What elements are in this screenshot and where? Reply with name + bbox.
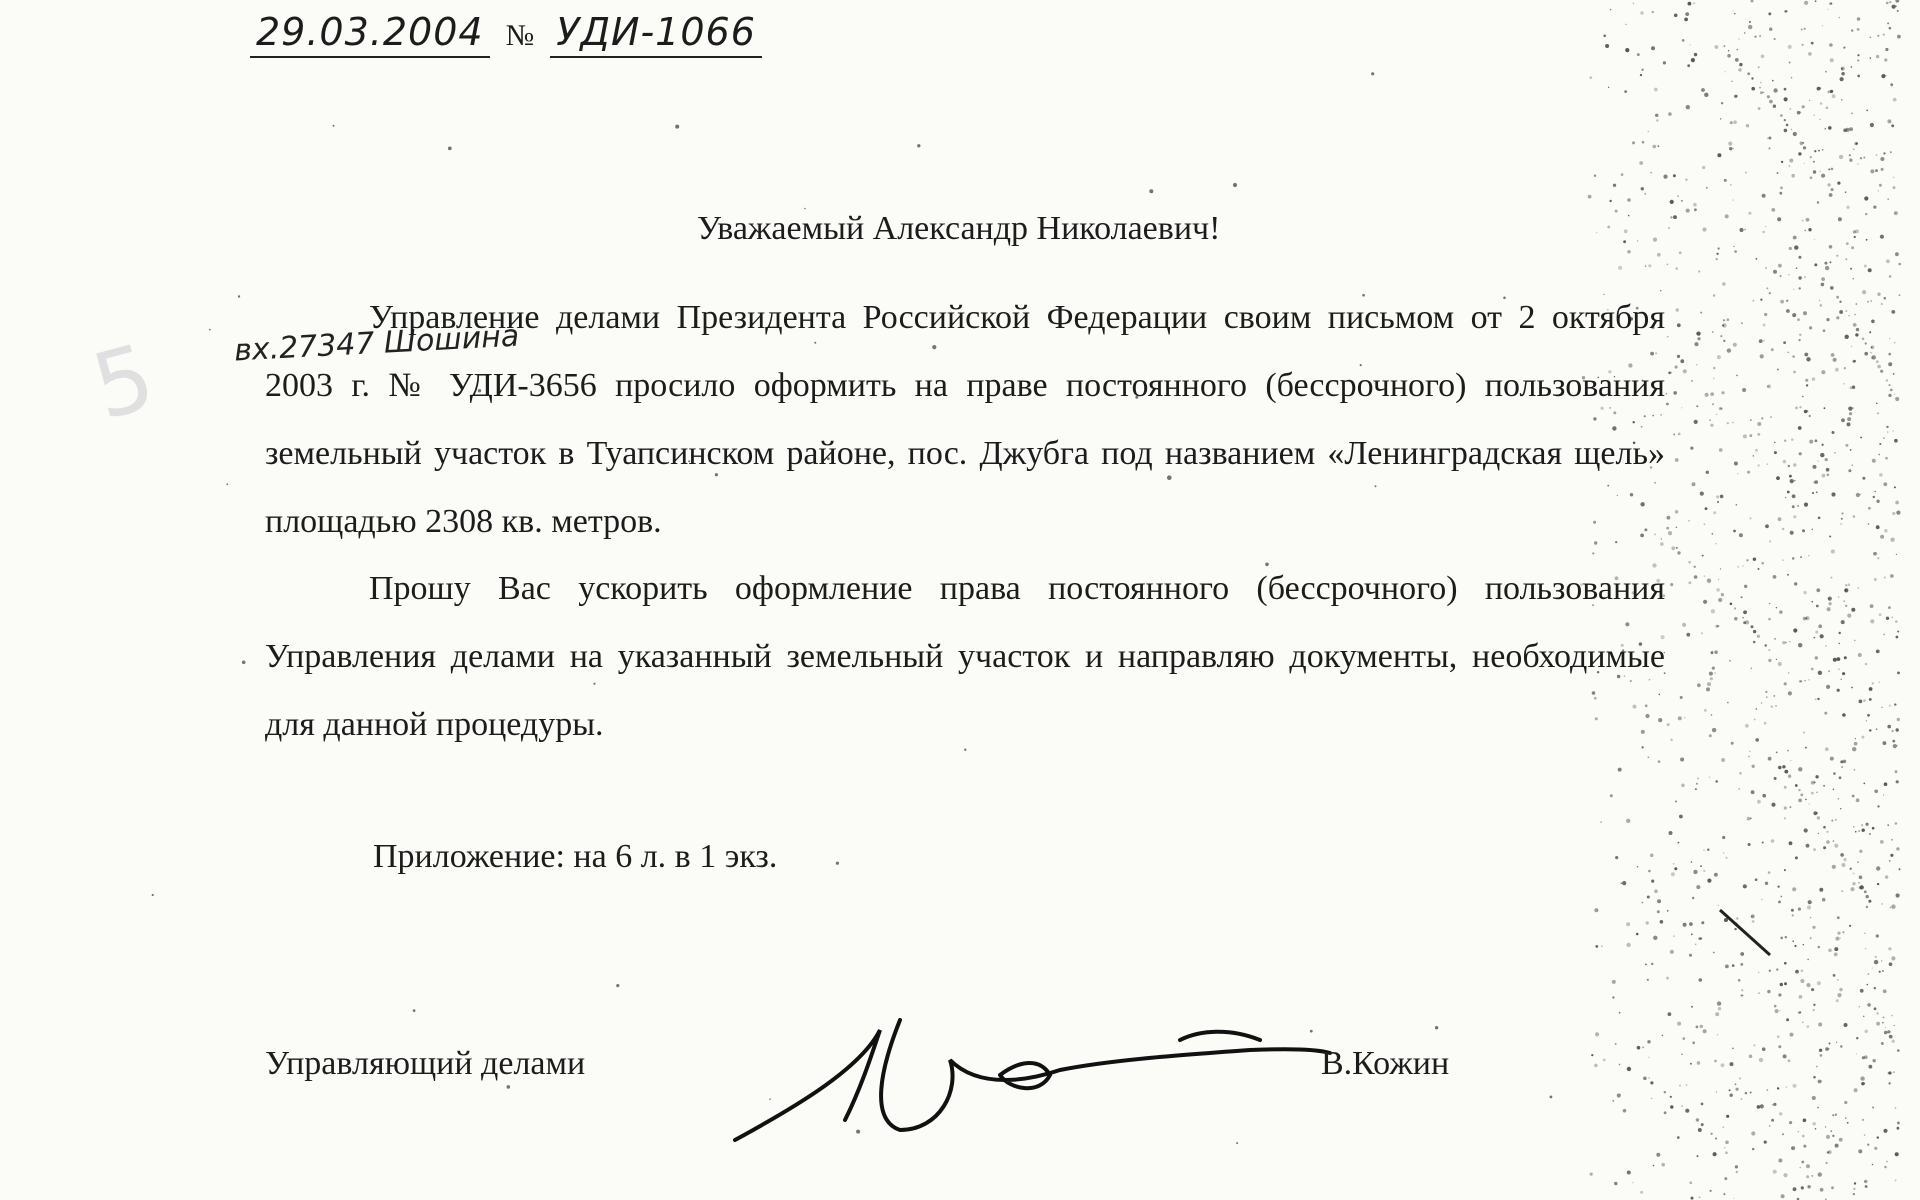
- document-header: [250, 8, 762, 55]
- salutation: Уважаемый Александр Николаевич!: [697, 210, 1221, 247]
- paragraph-1: Управление делами Президента Российской Федерации своим письмом от 2 октября 2003 г. № УДИ-3656 просило оформить на праве постоянного (бессрочного) пользования земельный участок в Туапсинском районе, пос. Джубга под названием «Ленинградская щель» площадью 2308 кв. метров.: [265, 299, 1665, 540]
- signature-tail-mark: [1720, 910, 1770, 955]
- handwritten-note: вх.27347 Шошина: [233, 318, 521, 369]
- document-date: 29.03.2004: [250, 10, 490, 58]
- attachment-note: Приложение: на 6 л. в 1 экз.: [373, 838, 778, 875]
- document-number: УДИ-1066: [550, 10, 762, 58]
- number-sign: №: [505, 19, 535, 52]
- handwritten-signature: [735, 1020, 1330, 1140]
- margin-mark: 5: [82, 324, 165, 441]
- signer-title: Управляющий делами: [265, 1045, 586, 1082]
- signer-name: В.Кожин: [1321, 1045, 1450, 1082]
- paragraph-2: Прошу Вас ускорить оформление права постоянного (бессрочного) пользования Управления делами на указанный земельный участок и направляю документы, необходимые для данной процедуры.: [265, 570, 1665, 743]
